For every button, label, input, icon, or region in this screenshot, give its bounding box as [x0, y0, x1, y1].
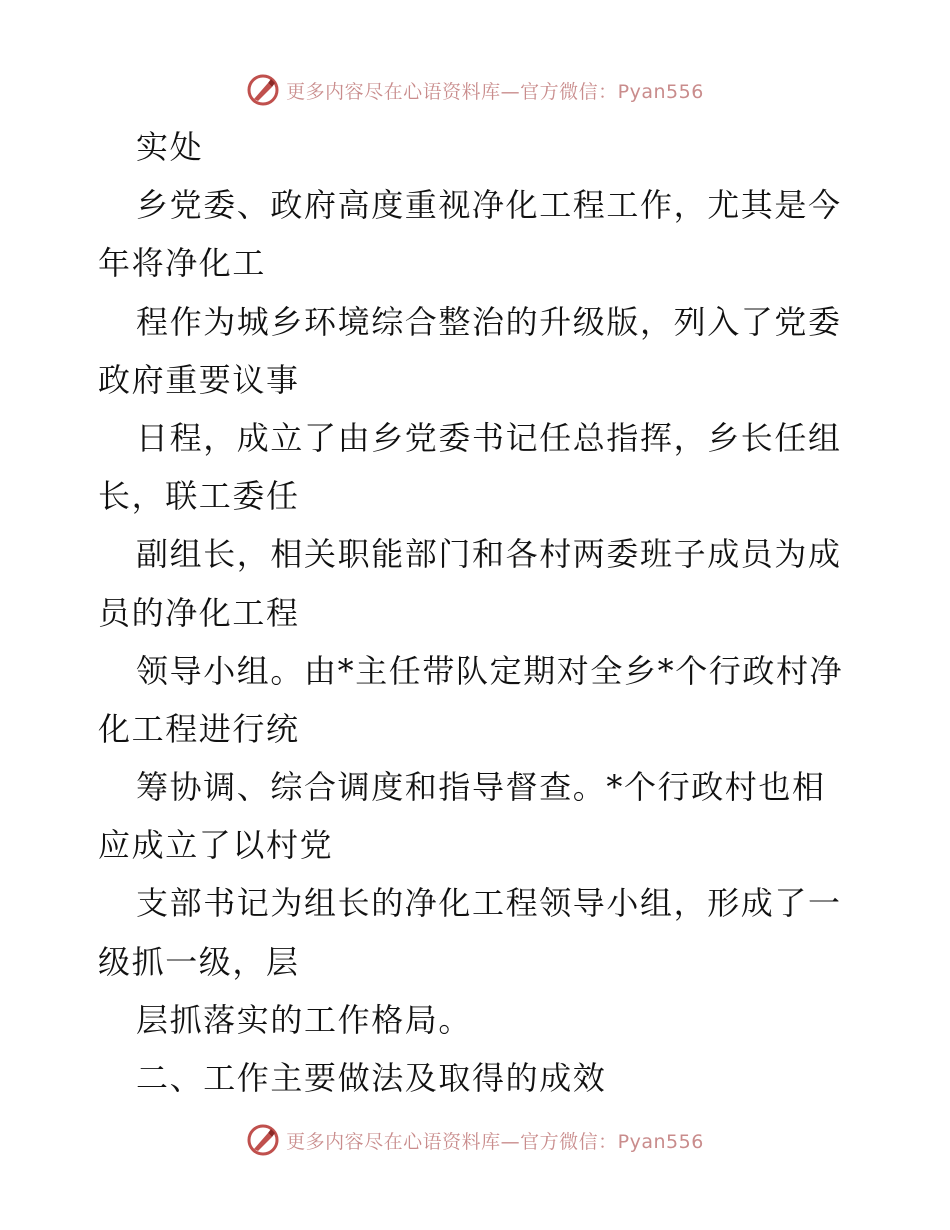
text-line: 政府重要议事: [98, 360, 300, 399]
watermark-text: 更多内容尽在心语资料库—官方微信：Pyan556: [286, 1130, 704, 1153]
text-line: 日程，成立了由乡党委书记任总指挥，乡长任组: [136, 418, 842, 457]
document-body: [98, 118, 858, 1107]
text-line: 级抓一级，层: [98, 942, 300, 981]
text-line: 实处: [136, 128, 204, 166]
watermark-header: [0, 70, 950, 110]
pen-logo-icon: [246, 73, 280, 107]
text-line: 年将净化工: [98, 244, 267, 283]
text-line: 支部书记为组长的净化工程领导小组，形成了一: [136, 884, 842, 923]
text-line: 层抓落实的工作格局。: [136, 1000, 473, 1039]
text-line: 长，联工委任: [98, 477, 300, 516]
text-line: 二、工作主要做法及取得的成效: [136, 1059, 607, 1097]
text-line: 化工程进行统: [98, 709, 300, 748]
text-line: 应成立了以村党: [98, 826, 334, 865]
text-line: 员的净化工程: [98, 593, 300, 632]
watermark-footer: [0, 1120, 950, 1160]
text-line: 乡党委、政府高度重视净化工程工作，尤其是今: [136, 186, 842, 225]
text-line: 程作为城乡环境综合整治的升级版，列入了党委: [136, 302, 842, 341]
text-line: 筹协调、综合调度和指导督查。*个行政村也相: [136, 768, 826, 807]
text-line: 领导小组。由*主任带队定期对全乡*个行政村净: [136, 651, 844, 690]
text-line: 副组长，相关职能部门和各村两委班子成员为成: [136, 535, 842, 574]
watermark-text: 更多内容尽在心语资料库—官方微信：Pyan556: [286, 80, 704, 103]
pen-logo-icon: [246, 1123, 280, 1157]
